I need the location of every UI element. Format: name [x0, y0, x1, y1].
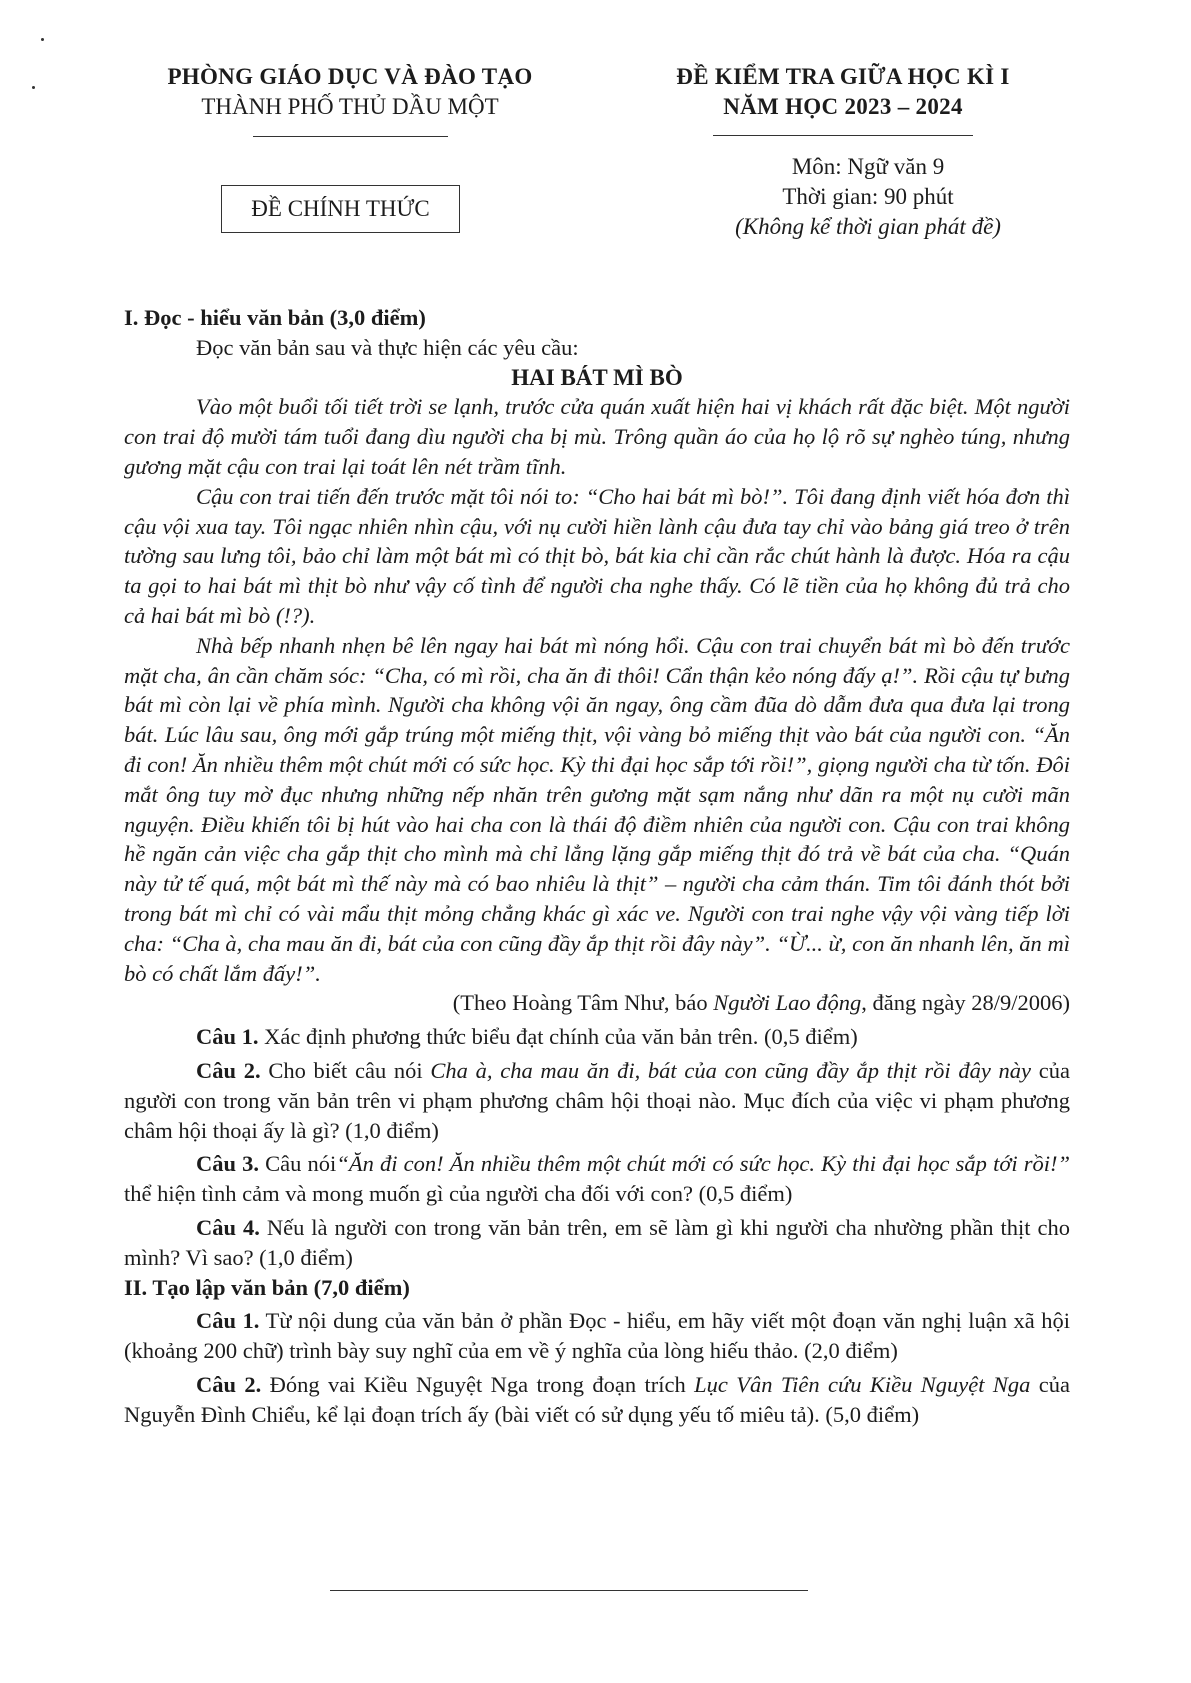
question-1-4 — [124, 1213, 1070, 1273]
question-1-2 — [124, 1056, 1070, 1145]
question-text: Từ nội dung của văn bản ở phần Đọc - hiểu, em hãy viết một đoạn văn nghị luận xã hội (khoảng 200 chữ) trình bày suy nghĩ của em về ý nghĩa của lòng hiếu thảo. (2,0 điểm) — [124, 1308, 1070, 1364]
reading-instruction: Đọc văn bản sau và thực hiện các yêu cầu: — [196, 334, 579, 360]
scan-speck — [32, 86, 35, 89]
source-suffix: , đăng ngày 28/9/2006) — [861, 990, 1070, 1016]
time-line: Thời gian: 90 phút — [782, 184, 954, 209]
section-2-heading: II. Tạo lập văn bản (7,0 điểm) — [124, 1274, 410, 1300]
question-label: Câu 1. — [196, 1024, 259, 1050]
question-label: Câu 2. — [196, 1371, 262, 1397]
question-text: của người con trong văn bản trên vi phạm phương châm hội thoại nào. Mục đích của việc vi phạm phương châm hội thoại ấy là gì? (1,0 điểm) — [124, 1057, 1070, 1143]
school-year: NĂM HỌC 2023 – 2024 — [723, 94, 963, 119]
end-of-exam-line — [330, 1590, 808, 1591]
source-newspaper: Người Lao động — [713, 990, 862, 1016]
question-text: Câu nói — [259, 1151, 337, 1177]
story-paragraph: Vào một buổi tối tiết trời se lạnh, trước cửa quán xuất hiện hai vị khách rất đặc biệt. Một người con trai độ mười tám tuổi đang dìu người cha bị mù. Trông quần áo của họ lộ rõ sự nghèo túng, nhưng gương mặt cậu con trai lại toát lên nét trầm tĩnh. — [124, 394, 1070, 479]
header-underline — [253, 136, 448, 137]
question-1-3 — [124, 1149, 1070, 1209]
question-2-2 — [124, 1370, 1070, 1430]
story-title: HAI BÁT MÌ BÒ — [511, 364, 683, 390]
question-text: Nếu là người con trong văn bản trên, em sẽ làm gì khi người cha nhường phần thịt cho mình? Vì sao? (1,0 điểm) — [124, 1214, 1070, 1270]
question-label: Câu 2. — [196, 1057, 261, 1083]
exam-content — [124, 303, 1070, 1429]
scan-speck — [41, 38, 44, 41]
question-text: Đóng vai Kiều Nguyệt Nga trong đoạn trích — [261, 1371, 695, 1397]
story-source — [124, 988, 1070, 1018]
story-paragraph: Cậu con trai tiến đến trước mặt tôi nói to: “Cho hai bát mì bò!”. Tôi đang định viết hóa đơn thì cậu vội xua tay. Tôi ngạc nhiên nhìn cậu, với nụ cười hiền lành cậu đưa tay chỉ vào bảng giá treo ở trên tường sau lưng tôi, bảo chỉ làm một bát mì có thịt bò, bát kia chỉ cần rắc chút hành là được. Hóa ra cậu ta gọi to hai bát mì thịt bò như vậy cố tình để người cha nghe thấy. Có lẽ tiền của họ không đủ trả cho cả hai bát mì bò (!?). — [124, 483, 1070, 628]
city-name: THÀNH PHỐ THỦ DẦU MỘT — [201, 94, 499, 119]
exam-header — [628, 62, 1058, 136]
section-1-heading: I. Đọc - hiểu văn bản (3,0 điểm) — [124, 305, 426, 330]
official-exam-box: ĐỀ CHÍNH THỨC — [221, 185, 460, 233]
exam-title-underline — [713, 135, 973, 136]
question-text: Cho biết câu nói — [260, 1057, 431, 1083]
story-paragraph: Nhà bếp nhanh nhẹn bê lên ngay hai bát mì nóng hổi. Cậu con trai chuyển bát mì bò đến trước mặt cha, ân cần chăm sóc: “Cha, có mì rồi, cha ăn đi thôi! Cẩn thận kẻo nóng đấy ạ!”. Rồi cậu tự bưng bát mì còn lại về phía mình. Người cha không vội ăn ngay, ông cầm đũa dò dẫm đưa qua đưa lại trong bát. Lúc lâu sau, ông mới gắp trúng một miếng thịt, vội vàng bỏ miếng thịt vào bát của người con. “Ăn đi con! Ăn nhiều thêm một chút mới có sức học. Kỳ thi đại học sắp tới rồi!”, giọng người cha từ tốn. Đôi mắt ông tuy mờ đục nhưng những nếp nhăn trên gương mặt sạm nắng như dãn ra một nụ cười mãn nguyện. Điều khiến tôi bị hút vào hai cha con là thái độ điềm nhiên của người con. Cậu con trai không hề ngăn cản việc cha gắp thịt cho mình mà chỉ lẳng lặng gắp miếng thịt đó trả về bát của cha. “Quán này tử tế quá, một bát mì thế này mà có bao nhiêu là thịt” – người cha cảm thán. Tim tôi đánh thót bởi trong bát mì chỉ có vài mẩu thịt mỏng chẳng khác gì xác ve. Người con trai nghe vậy vội vàng tiếp lời cha: “Cha à, cha mau ăn đi, bát của con cũng đầy ắp thịt rồi đây này”. “Ừ... ừ, con ăn nhanh lên, ăn mì bò có chất lắm đấy!”. — [124, 632, 1070, 986]
question-text: thể hiện tình cảm và mong muốn gì của người cha đối với con? (0,5 điểm) — [124, 1181, 793, 1207]
question-text: Xác định phương thức biểu đạt chính của văn bản trên. (0,5 điểm) — [258, 1024, 858, 1050]
question-label: Câu 1. — [196, 1308, 260, 1334]
time-note: (Không kể thời gian phát đề) — [735, 214, 1001, 239]
question-text: của Nguyễn Đình Chiểu, kể lại đoạn trích ấy (bài viết có sử dụng yếu tố miêu tả). (5,0 điểm) — [124, 1371, 1070, 1427]
exam-meta — [628, 152, 1108, 242]
question-label: Câu 3. — [196, 1151, 260, 1177]
question-2-1 — [124, 1306, 1070, 1366]
question-1-1 — [124, 1022, 1070, 1052]
question-label: Câu 4. — [196, 1214, 260, 1240]
question-quote: Cha à, cha mau ăn đi, bát của con cũng đầy ắp thịt rồi đây này — [430, 1057, 1032, 1083]
department-header — [130, 62, 570, 137]
literary-work-title: Lục Vân Tiên cứu Kiều Nguyệt Nga — [694, 1371, 1031, 1397]
subject-line: Môn: Ngữ văn 9 — [791, 154, 945, 179]
department-name: PHÒNG GIÁO DỤC VÀ ĐÀO TẠO — [167, 64, 533, 89]
question-quote: “Ăn đi con! Ăn nhiều thêm một chút mới có sức học. Kỳ thi đại học sắp tới rồi!” — [336, 1151, 1070, 1177]
source-prefix: (Theo Hoàng Tâm Như, báo — [452, 990, 714, 1016]
exam-title: ĐỀ KIỂM TRA GIỮA HỌC KÌ I — [676, 64, 1010, 89]
